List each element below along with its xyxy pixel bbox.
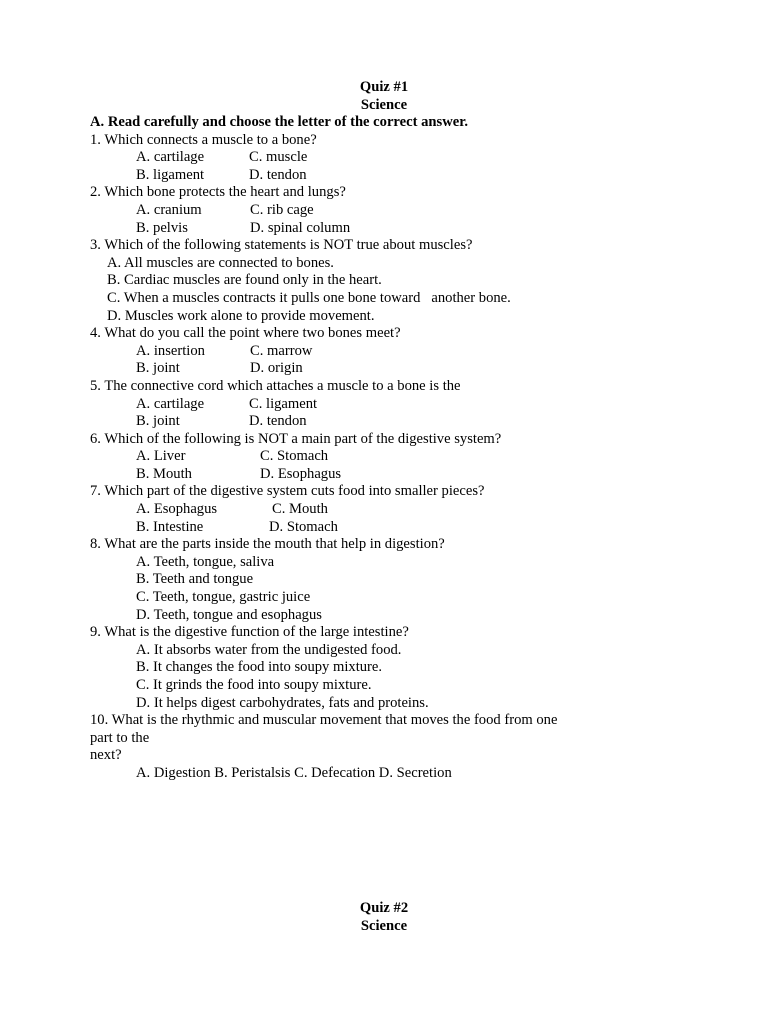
option: A. Liver <box>136 448 186 465</box>
option: C. rib cage <box>250 201 314 218</box>
option: C. Stomach <box>260 448 329 465</box>
question-8-option-c: C. Teeth, tongue, gastric juice <box>136 589 311 606</box>
quiz2-subject: Science <box>360 918 408 934</box>
question-9-option-c: C. It grinds the food into soupy mixture. <box>136 677 372 693</box>
option: D. tendon <box>249 413 307 430</box>
quiz1-instruction: A. Read carefully and choose the letter of the correct answer. <box>90 114 469 130</box>
question-3-option-b: B. Cardiac muscles are found only in the heart. <box>107 272 382 289</box>
quiz1-title: Quiz #1 <box>359 79 409 95</box>
option: A. cranium <box>136 201 202 218</box>
question-1: 1. Which connects a muscle to a bone? <box>90 131 317 148</box>
question-4-options-row2 <box>90 360 690 378</box>
question-1-options-row2 <box>90 167 690 185</box>
question-10-options: A. Digestion B. Peristalsis C. Defecation D. Secretion <box>136 764 452 781</box>
option: D. Esophagus <box>260 465 342 482</box>
question-2-options-row1 <box>90 202 690 220</box>
question-5: 5. The connective cord which attaches a muscle to a bone is the <box>90 377 461 394</box>
option: B. Intestine <box>136 518 204 535</box>
option: D. origin <box>250 360 303 377</box>
question-9-option-a: A. It absorbs water from the undigested food. <box>136 641 402 658</box>
question-9-option-d: D. It helps digest carbohydrates, fats and proteins. <box>136 694 429 711</box>
question-8-option-d: D. Teeth, tongue and esophagus <box>136 606 322 623</box>
option: C. Mouth <box>272 501 328 518</box>
option: B. joint <box>136 360 180 377</box>
option: C. muscle <box>249 149 308 166</box>
question-6-options-row1 <box>90 448 690 466</box>
option: A. cartilage <box>136 149 205 166</box>
question-4-options-row1 <box>90 343 690 361</box>
quiz2-title: Quiz #2 <box>359 900 409 916</box>
option: C. ligament <box>249 395 318 412</box>
quiz1-body <box>90 114 690 783</box>
question-9-option-b: B. It changes the food into soupy mixture. <box>136 659 383 676</box>
question-10-line1: 10. What is the rhythmic and muscular movement that moves the food from one <box>90 712 558 729</box>
question-8-option-b: B. Teeth and tongue <box>136 571 254 588</box>
question-3-option-a: A. All muscles are connected to bones. <box>107 254 334 271</box>
option: D. Stomach <box>269 518 338 535</box>
question-6-options-row2 <box>90 466 690 484</box>
question-6: 6. Which of the following is NOT a main part of the digestive system? <box>90 430 502 447</box>
quiz1-subject: Science <box>360 97 408 113</box>
option: D. spinal column <box>250 219 351 236</box>
question-5-options-row2 <box>90 413 690 431</box>
option: B. joint <box>136 413 180 430</box>
option: A. cartilage <box>136 395 205 412</box>
question-4: 4. What do you call the point where two bones meet? <box>90 325 401 342</box>
question-7-options-row2 <box>90 519 690 537</box>
question-8: 8. What are the parts inside the mouth that help in digestion? <box>90 536 445 553</box>
question-2-options-row2 <box>90 220 690 238</box>
option: C. marrow <box>250 342 313 359</box>
question-7-options-row1 <box>90 501 690 519</box>
question-5-options-row1 <box>90 396 690 414</box>
option: B. ligament <box>136 166 205 183</box>
option: A. Esophagus <box>136 501 218 518</box>
question-10-line3: next? <box>90 747 122 764</box>
question-1-options-row1 <box>90 149 690 167</box>
question-3-option-c: C. When a muscles contracts it pulls one bone toward another bone. <box>107 289 511 306</box>
question-8-option-a: A. Teeth, tongue, saliva <box>136 553 275 570</box>
question-2: 2. Which bone protects the heart and lungs? <box>90 184 346 201</box>
option: B. pelvis <box>136 219 188 236</box>
question-10-line2: part to the <box>90 729 150 746</box>
question-7: 7. Which part of the digestive system cuts food into smaller pieces? <box>90 483 485 500</box>
option: D. tendon <box>249 166 307 183</box>
option: A. insertion <box>136 342 205 359</box>
option: B. Mouth <box>136 465 192 482</box>
question-9: 9. What is the digestive function of the large intestine? <box>90 624 409 641</box>
question-3-option-d: D. Muscles work alone to provide movement. <box>107 307 375 324</box>
question-3: 3. Which of the following statements is NOT true about muscles? <box>90 237 473 254</box>
